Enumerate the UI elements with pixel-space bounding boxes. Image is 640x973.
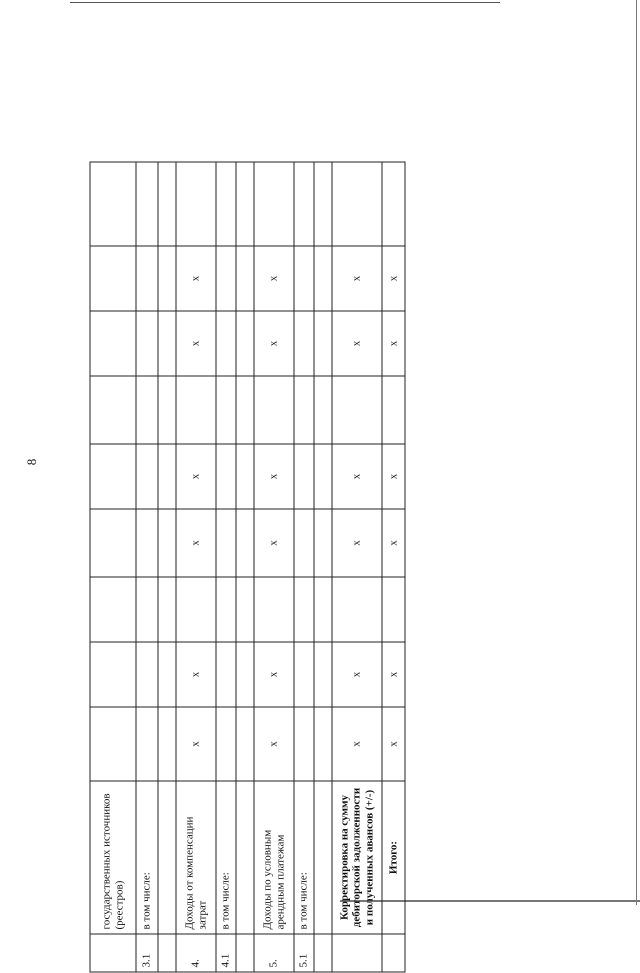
value-cell [254, 376, 294, 444]
value-cell [158, 376, 176, 444]
value-cell: x [382, 444, 405, 509]
value-cell: x [176, 246, 216, 311]
value-cell [314, 376, 332, 444]
value-cell [158, 246, 176, 311]
value-cell: x [332, 707, 382, 781]
row-name-cell: в том числе: [294, 781, 314, 934]
row-number-cell: 3.1 [136, 934, 158, 972]
row-name-cell [158, 781, 176, 934]
value-cell: x [176, 509, 216, 577]
value-cell [294, 642, 314, 707]
value-cell [136, 311, 158, 376]
row-number-cell [90, 934, 136, 972]
value-cell [314, 162, 332, 246]
row-name-cell: Доходы по условным арендным платежам [254, 781, 294, 934]
value-cell [158, 311, 176, 376]
row-number-cell [382, 934, 405, 972]
value-cell [294, 311, 314, 376]
right-rule [636, 0, 637, 905]
row-name-cell [236, 781, 254, 934]
value-cell [236, 162, 254, 246]
value-cell [294, 509, 314, 577]
value-cell [254, 577, 294, 642]
value-cell [216, 509, 236, 577]
row-name-cell: в том числе: [136, 781, 158, 934]
value-cell [216, 376, 236, 444]
value-cell [216, 577, 236, 642]
value-cell [136, 444, 158, 509]
value-cell [158, 577, 176, 642]
value-cell [314, 577, 332, 642]
value-cell [136, 162, 158, 246]
row-number-cell [332, 934, 382, 972]
value-cell [90, 577, 136, 642]
value-cell [216, 311, 236, 376]
row-number-cell: 5. [254, 934, 294, 972]
value-cell [158, 162, 176, 246]
table-row [236, 162, 254, 972]
value-cell [314, 509, 332, 577]
value-cell [216, 162, 236, 246]
value-cell [314, 642, 332, 707]
value-cell [382, 162, 405, 246]
value-cell [90, 642, 136, 707]
value-cell [294, 246, 314, 311]
value-cell [294, 707, 314, 781]
value-cell [90, 246, 136, 311]
row-number-cell [236, 934, 254, 972]
value-cell [382, 376, 405, 444]
row-number-cell [158, 934, 176, 972]
row-name-cell: Доходы от компенсации затрат [176, 781, 216, 934]
value-cell [158, 509, 176, 577]
value-cell [294, 444, 314, 509]
value-cell: x [332, 311, 382, 376]
value-cell [314, 246, 332, 311]
value-cell [314, 311, 332, 376]
value-cell [158, 444, 176, 509]
value-cell [236, 246, 254, 311]
value-cell: x [254, 707, 294, 781]
value-cell [332, 376, 382, 444]
value-cell: x [254, 509, 294, 577]
table-row [136, 162, 158, 972]
value-cell [236, 509, 254, 577]
value-cell [236, 311, 254, 376]
value-cell: x [382, 509, 405, 577]
value-cell [90, 509, 136, 577]
table-row [314, 162, 332, 972]
value-cell [136, 577, 158, 642]
value-cell [136, 246, 158, 311]
table-body [90, 162, 405, 972]
row-number-cell [314, 934, 332, 972]
table-row [176, 162, 216, 972]
table-row [90, 162, 136, 972]
value-cell: x [332, 642, 382, 707]
value-cell [314, 707, 332, 781]
value-cell [236, 642, 254, 707]
value-cell [158, 642, 176, 707]
value-cell: x [254, 246, 294, 311]
value-cell [236, 376, 254, 444]
value-cell: x [254, 311, 294, 376]
value-cell [176, 577, 216, 642]
value-cell [216, 707, 236, 781]
value-cell [216, 246, 236, 311]
page-number: 8 [24, 458, 39, 466]
value-cell [90, 707, 136, 781]
value-cell: x [254, 444, 294, 509]
value-cell: x [382, 642, 405, 707]
row-name-cell: государственных источников (реестров) [90, 781, 136, 934]
value-cell [216, 444, 236, 509]
value-cell: x [332, 509, 382, 577]
value-cell [90, 162, 136, 246]
income-table-wrapper [90, 163, 405, 973]
value-cell: x [332, 246, 382, 311]
row-name-cell: Корректировка на сумму дебиторской задолженности и полученных авансов (+/-) [332, 781, 382, 934]
value-cell [332, 162, 382, 246]
value-cell: x [382, 246, 405, 311]
income-table [90, 162, 406, 973]
value-cell [254, 162, 294, 246]
table-row [216, 162, 236, 972]
value-cell: x [332, 444, 382, 509]
value-cell [176, 162, 216, 246]
value-cell [382, 577, 405, 642]
row-name-cell [314, 781, 332, 934]
value-cell [90, 376, 136, 444]
value-cell [136, 376, 158, 444]
value-cell [294, 577, 314, 642]
value-cell [236, 444, 254, 509]
value-cell [90, 444, 136, 509]
row-number-cell: 4. [176, 934, 216, 972]
value-cell [216, 642, 236, 707]
value-cell: x [176, 642, 216, 707]
row-name-cell: Итого: [382, 781, 405, 934]
value-cell [314, 444, 332, 509]
table-row [294, 162, 314, 972]
table-row [382, 162, 405, 972]
value-cell [294, 376, 314, 444]
row-number-cell: 5.1 [294, 934, 314, 972]
top-rule [70, 2, 500, 3]
value-cell: x [382, 707, 405, 781]
value-cell: x [176, 444, 216, 509]
value-cell [332, 577, 382, 642]
value-cell: x [382, 311, 405, 376]
row-number-cell: 4.1 [216, 934, 236, 972]
value-cell [294, 162, 314, 246]
value-cell [90, 311, 136, 376]
table-row [332, 162, 382, 972]
value-cell [176, 376, 216, 444]
value-cell: x [176, 311, 216, 376]
value-cell [236, 707, 254, 781]
value-cell [136, 707, 158, 781]
value-cell [136, 509, 158, 577]
value-cell [158, 707, 176, 781]
value-cell: x [176, 707, 216, 781]
value-cell [136, 642, 158, 707]
value-cell: x [254, 642, 294, 707]
row-name-cell: в том числе: [216, 781, 236, 934]
table-row [158, 162, 176, 972]
value-cell [236, 577, 254, 642]
table-row [254, 162, 294, 972]
